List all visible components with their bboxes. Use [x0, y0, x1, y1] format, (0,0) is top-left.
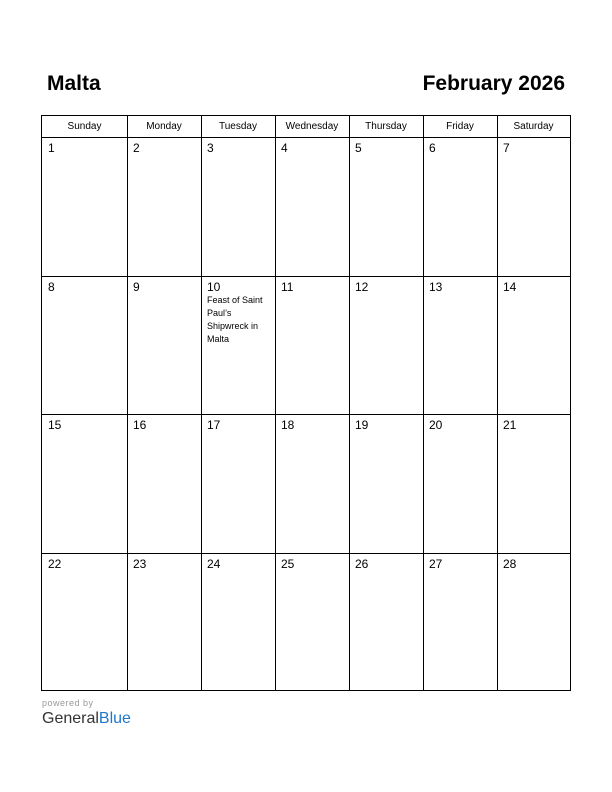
day-number: 15 — [48, 418, 62, 432]
day-number: 26 — [355, 556, 369, 571]
month-title: February 2026 — [422, 72, 565, 95]
weekday-tuesday: Tuesday — [219, 121, 257, 132]
day-number: 18 — [281, 418, 295, 432]
day-cell[interactable] — [497, 138, 570, 276]
weekday-sunday: Sunday — [67, 121, 102, 132]
day-number: 11 — [281, 279, 294, 294]
weekday-monday: Monday — [146, 121, 182, 132]
day-number: 22 — [48, 556, 62, 571]
day-cell[interactable] — [497, 554, 570, 692]
day-cell[interactable] — [42, 415, 127, 553]
day-number: 19 — [355, 418, 369, 432]
day-number: 24 — [207, 556, 221, 571]
day-cell[interactable] — [497, 415, 570, 553]
country-title: Malta — [47, 72, 101, 95]
brand-name-second: Blue — [98, 710, 131, 727]
day-number: 10 — [207, 279, 221, 294]
day-cell[interactable] — [349, 138, 423, 276]
day-number: 13 — [429, 279, 443, 294]
calendar-grid — [41, 115, 571, 691]
day-cell[interactable] — [42, 138, 127, 276]
day-number: 16 — [133, 418, 147, 432]
weekday-friday: Friday — [446, 121, 474, 132]
day-cell[interactable] — [127, 415, 201, 553]
day-cell[interactable] — [275, 277, 349, 415]
day-number: 12 — [355, 279, 369, 294]
day-number: 25 — [281, 556, 295, 571]
day-number: 6 — [429, 141, 436, 155]
day-cell[interactable] — [127, 277, 201, 415]
day-cell[interactable] — [349, 415, 423, 553]
day-number: 23 — [133, 556, 147, 571]
day-number: 2 — [133, 141, 140, 155]
weekday-wednesday: Wednesday — [285, 121, 339, 132]
day-number: 4 — [281, 141, 288, 155]
day-number: 27 — [429, 556, 443, 571]
day-cell[interactable] — [275, 138, 349, 276]
day-cell[interactable] — [275, 554, 349, 692]
day-number: 14 — [503, 279, 517, 294]
weekday-saturday: Saturday — [513, 121, 554, 132]
day-number: 9 — [133, 279, 140, 294]
day-cell[interactable] — [423, 554, 497, 692]
calendar-header — [41, 70, 571, 100]
day-cell[interactable] — [127, 138, 201, 276]
day-number: 28 — [503, 556, 517, 571]
brand-name-first: General — [42, 710, 99, 727]
powered-by-text: powered by — [42, 698, 94, 708]
day-cell[interactable] — [42, 554, 127, 692]
day-cell[interactable] — [275, 415, 349, 553]
weekday-thursday: Thursday — [365, 121, 407, 132]
day-number: 17 — [207, 418, 221, 432]
brand-footer — [42, 698, 131, 729]
day-cell[interactable] — [201, 277, 275, 415]
day-cell[interactable] — [423, 277, 497, 415]
day-number: 7 — [503, 141, 510, 155]
day-number: 3 — [207, 141, 214, 155]
day-number: 1 — [48, 141, 55, 155]
generalblue-logo[interactable] — [42, 709, 131, 729]
day-cell[interactable] — [201, 415, 275, 553]
holiday-event: Feast of Saint Paul’s Shipwreck in Malta — [207, 294, 263, 344]
day-number: 21 — [503, 418, 517, 432]
day-cell[interactable] — [349, 554, 423, 692]
day-number: 8 — [48, 279, 55, 294]
day-cell[interactable] — [349, 277, 423, 415]
day-cell[interactable] — [127, 554, 201, 692]
day-cell[interactable] — [42, 277, 127, 415]
day-cell[interactable] — [423, 138, 497, 276]
day-number: 20 — [429, 418, 443, 432]
day-cell[interactable] — [423, 415, 497, 553]
weekday-header-row — [42, 116, 570, 138]
day-number: 5 — [355, 141, 362, 155]
day-cell[interactable] — [497, 277, 570, 415]
day-cell[interactable] — [201, 138, 275, 276]
day-cell[interactable] — [201, 554, 275, 692]
